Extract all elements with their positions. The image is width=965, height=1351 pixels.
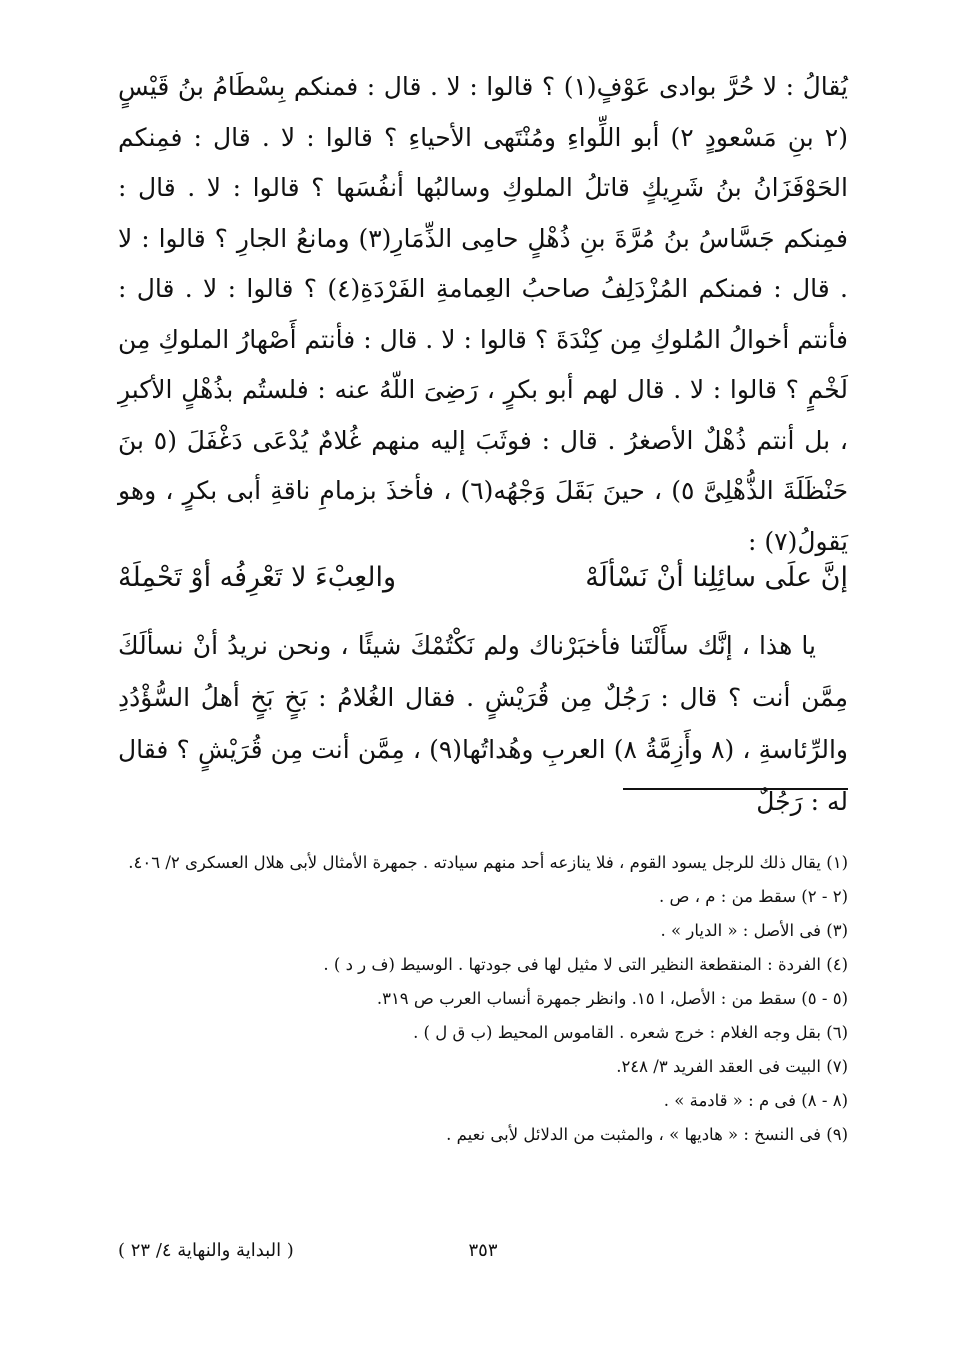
- footnote-item: (٢ - ٢) سقط من : م ، ص .: [659, 887, 848, 906]
- source-reference: ( البداية والنهاية ٤/ ٢٣ ): [118, 1240, 294, 1261]
- poetry-verse: [118, 556, 848, 600]
- footnote-item: (٤) الفردة : المنقطعة النظير التى لا مثيل لها فى جودتها . الوسيط (ف ر د ) .: [323, 955, 848, 974]
- verse-hemistich-2: والعِبْءَ لا تَعْرِفُه أوْ تَحْمِلَهْ: [118, 562, 397, 593]
- footnote-item: (٩) فى النسخ : « هاديها » ، والمثبت من الدلائل لأبى نعيم .: [446, 1125, 848, 1144]
- page-number: ٣٥٣: [468, 1240, 498, 1261]
- footnotes-list: [118, 846, 848, 1152]
- footnote-item: (٥ - ٥) سقط من : الأصل، ا ١٥. وانظر جمهرة أنساب العرب ص ٣١٩.: [376, 989, 848, 1008]
- footnote-item: (٨ - ٨) فى م : « قادمة » .: [663, 1091, 848, 1110]
- paragraph-1: يُقالُ : لا حُرَّ بوادى عَوْفٍ(١) ؟ قالوا : لا . قال : فمنكم بِسْطَامُ بنُ قَيْسٍ (٢ بنِ مَسْعودٍ ٢) أبو اللِّواءِ ومُنْتَهى الأحياءِ ؟ قالوا : لا . قال : فمِنكم الحَوْفَزَانُ بنُ شَرِيكٍ قاتلُ الملوكِ وسالبُها أنفُسَها ؟ قالوا : لا . قال : فمِنكم جَسَّاسُ بنُ مُرَّةَ بنِ ذُهْلٍ حامِى الذِّمَارِ(٣) ومانعُ الجارِ ؟ قالوا : لا . قال : فمنكم المُزْدَلِفُ صاحبُ العِمامةِ الفَرْدَةِ(٤) ؟ قالوا : لا . قال : فأنتم أخوالُ المُلوكِ مِن كِنْدَةَ ؟ قالوا : لا . قال : فأنتم أَصْهارُ الملوكِ مِن لَخْمٍ ؟ قالوا : لا . قال لهم أبو بكرٍ ، رَضِىَ اللّهُ عنه : فلستُم بذُهْلٍ الأكبرِ ، بل أنتم ذُهْلٌ الأصغرُ . قال : فوثَبَ إليه منهم غُلامٌ يُدْعَى دَغْفَلَ (٥ بنَ حَنْظَلَةَ الذُّهْلِىَّ ٥) ، حينَ بَقَلَ وَجْهُه(٦) ، فأخذَ بزمامِ ناقةِ أبى بكرٍ ، وهو يَقولُ(٧) :: [118, 72, 849, 556]
- paragraph-2: يا هذا ، إنَّك سأَلْتَنا فأخبَرْناك ولم نَكْتُمْكَ شيئًا ، ونحن نريدُ أنْ نسألَكَ مِمَّن أنت ؟ قال : رَجُلٌ مِن قُرَيْشٍ . فقال الغُلامُ : بَخٍ بَخٍ أهلُ السُّؤْدُدِ والرِّئاسةِ ، (٨ وأَزِمَّةُ ٨) العربِ وهُداتُها(٩) ، مِمَّن أنت مِن قُرَيْشٍ ؟ فقال له : رَجُلٌ: [118, 631, 849, 816]
- footnote-item: (٧) البيت فى العقد الفريد ٣/ ٢٤٨.: [616, 1057, 848, 1076]
- footnote-item: (٦) بقل وجه الغلام : خرج شعره . القاموس المحيط (ب ق ل ) .: [413, 1023, 848, 1042]
- footnote-item: (٣) فى الأصل : « الديار » .: [660, 921, 848, 940]
- footnote-item: (١) يقال ذلك للرجل يسود القوم ، فلا ينازعه أحد منهم سيادته . جمهرة الأمثال لأبى هلال العسكرى ٢/ ٤٠٦.: [128, 853, 848, 872]
- footnote-separator: [623, 788, 848, 790]
- main-text-block-2: [118, 620, 848, 828]
- verse-hemistich-1: إنَّ علَى سائِلِنا أنْ نَسْألَهْ: [585, 562, 848, 593]
- main-text-block: [118, 62, 848, 567]
- page-footer: [118, 1236, 848, 1266]
